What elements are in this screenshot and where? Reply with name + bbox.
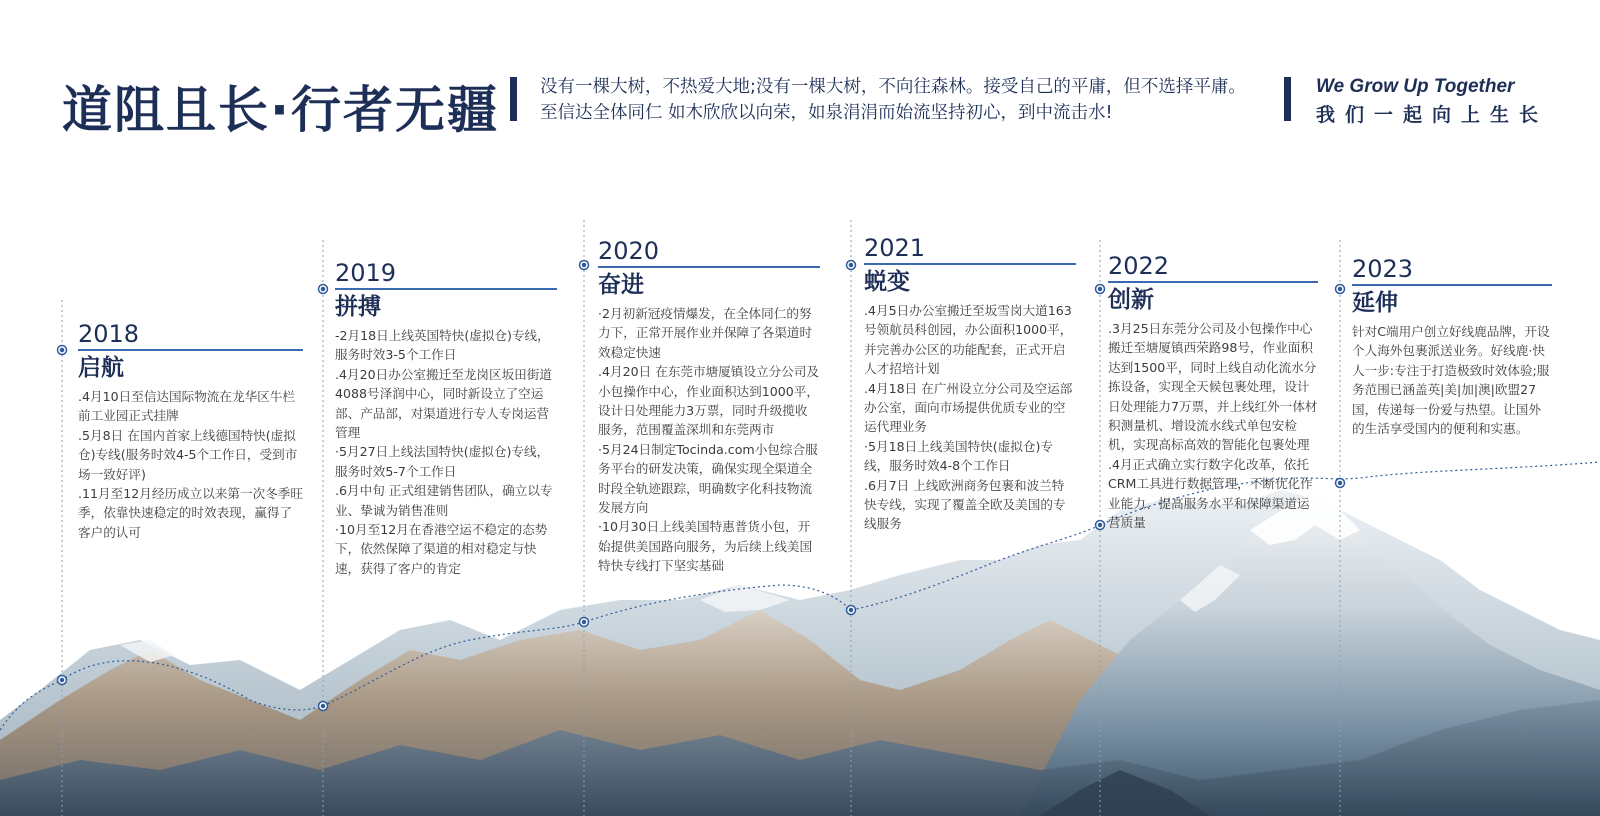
milestone-phase: 启航 <box>78 355 124 381</box>
milestone-year: 2022 <box>1108 252 1170 280</box>
milestone-year: 2021 <box>864 234 926 262</box>
milestone-item: ·5月27日上线法国特快(虚拟仓)专线，服务时效5-7个工作日 <box>335 444 550 479</box>
milestone-body <box>78 387 303 542</box>
milestone-year: 2020 <box>598 237 660 265</box>
milestone-rule <box>335 288 557 290</box>
page-header <box>0 0 1600 140</box>
milestone-year: 2019 <box>335 259 397 287</box>
milestone-item: ·5月18日上线美国特快(虚拟仓)专线，服务时效4-8个工作日 <box>864 438 1053 474</box>
milestone-item: .4月20日办公室搬迁至龙岗区坂田街道4088号泽润中心，同时新设立了空运部、产品部，对渠道进行专人专岗运营管理 <box>335 366 552 441</box>
milestone-rule <box>1352 284 1552 286</box>
milestone-rule <box>78 349 303 351</box>
slogan <box>540 74 1246 126</box>
milestone-item: .3月25日东莞分公司及小包操作中心搬迁至塘厦镇西荣路98号，作业面积达到1500平，同时上线自动化流水分拣设备，实现全天候包裹处理，设计日处理能力7万票，并上线红外一体材积测量机、增设流水线式单包安检机，实现高标高效的智能化包裹处理 <box>1108 321 1318 453</box>
milestone-2021 <box>864 234 1076 534</box>
milestone-item: .6月7日 上线欧洲商务包裹和波兰特快专线，实现了覆盖全欧及美国的专线服务 <box>864 477 1066 532</box>
milestone-phase: 奋进 <box>598 272 644 298</box>
milestone-phase: 延伸 <box>1352 290 1398 316</box>
milestone-item: .4月5日办公室搬迁至坂雪岗大道163号领航员科创园，办公面积1000平，并完善办公区的功能配套，正式开启人才招培计划 <box>864 303 1073 377</box>
milestone-phase: 拼搏 <box>335 294 381 320</box>
milestone-rule <box>864 263 1076 265</box>
title-divider <box>510 77 517 121</box>
page-title: 道阻且长·行者无疆 <box>62 81 499 139</box>
milestone-year: 2018 <box>78 320 140 348</box>
milestone-item: .5月8日 在国内首家上线德国特快(虚拟仓)专线(服务时效4-5个工作日，受到市场一致好评) <box>78 427 298 482</box>
milestone-rule <box>598 266 820 268</box>
milestone-item: -2月18日上线英国特快(虚拟仓)专线，服务时效3-5个工作日 <box>335 328 550 363</box>
milestone-phase: 蜕变 <box>864 269 910 295</box>
motto-divider <box>1284 77 1291 121</box>
milestone-item: ·10月30日上线美国特惠普货小包，开始提供美国路向服务，为后续上线美国特快专线打下坚实基础 <box>598 519 813 574</box>
milestone-body <box>1352 322 1552 438</box>
milestone-item: .4月18日 在广州设立分公司及空运部办公室，面向市场提供优质专业的空运代理业务 <box>864 380 1073 435</box>
motto-chinese: 我们一起向上生长 <box>1316 104 1549 126</box>
milestone-item: .11月至12月经历成立以来第一次冬季旺季，依靠快速稳定的时效表现，赢得了客户的认可 <box>78 486 303 540</box>
milestone-item: .6月中旬 正式组建销售团队，确立以专业、挚诚为销售准则 <box>335 483 553 518</box>
milestone-item: ·2月初新冠疫情爆发，在全体同仁的努力下，正常开展作业并保障了各渠道时效稳定快速 <box>598 306 813 360</box>
milestone-body <box>598 304 820 576</box>
milestone-item: ·5月24日制定Tocinda.com小包综合服务平台的研发决策，确保实现全渠道全时段全轨迹跟踪，明确数字化科技物流发展方向 <box>598 441 818 516</box>
milestone-item: ·10月至12月在香港空运不稳定的态势下，依然保障了渠道的相对稳定与快速，获得了客户的肯定 <box>335 522 548 576</box>
milestone-2022 <box>1108 252 1318 532</box>
milestone-rule <box>1108 281 1318 283</box>
slogan-line-2: 至信达全体同仁 如木欣欣以向荣，如泉涓涓而始流坚持初心，到中流击水! <box>540 103 1113 123</box>
milestone-body <box>1108 319 1318 532</box>
milestone-2020 <box>598 237 820 576</box>
milestone-item: .4月20日 在东莞市塘厦镇设立分公司及小包操作中心，作业面积达到1000平，设计日处理能力3万票，同时升级揽收服务，范围覆盖深圳和东莞两市 <box>598 364 819 438</box>
milestone-item: .4月10日至信达国际物流在龙华区牛栏前工业园正式挂牌 <box>78 389 295 424</box>
milestone-2023 <box>1352 255 1552 438</box>
milestone-item: .4月正式确立实行数字化改革，依托CRM工具进行数据管理，不断优化作业能力、提高服务水平和保障渠道运营质量 <box>1108 456 1313 531</box>
motto-english: We Grow Up Together <box>1316 76 1515 97</box>
milestone-item: 针对C端用户创立好线鹿品牌，开设个人海外包裹派送业务。好线鹿·快人一步:专注于打造极致时效体验;服务范围已涵盖英|美|加|澳|欧盟27国，传递每一份爱与热望。让国外的生活享受国内的便利和实惠。 <box>1352 324 1550 437</box>
milestone-year: 2023 <box>1352 255 1414 283</box>
milestone-body <box>864 301 1076 534</box>
milestone-2018 <box>78 320 303 542</box>
slogan-line-1: 没有一棵大树，不热爱大地;没有一棵大树，不向往森林。接受自己的平庸，但不选择平庸。 <box>540 77 1246 97</box>
milestone-2019 <box>335 259 557 578</box>
milestone-body <box>335 326 557 578</box>
milestone-phase: 创新 <box>1108 287 1154 313</box>
